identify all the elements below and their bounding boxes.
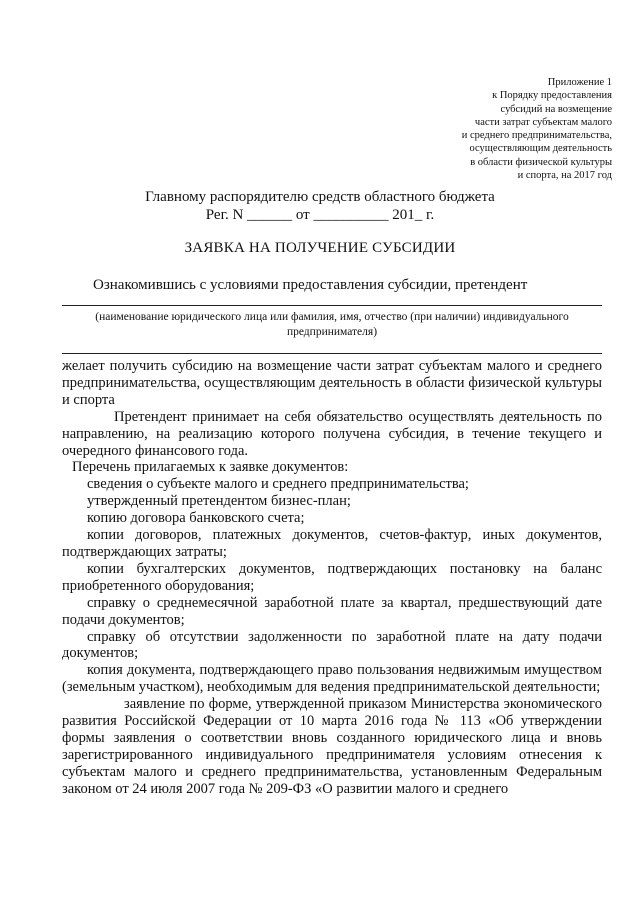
document-title: ЗАЯВКА НА ПОЛУЧЕНИЕ СУБСИДИИ — [184, 240, 456, 256]
appendix-line: части затрат субъектам малого — [474, 116, 612, 128]
list-item: копии бухгалтерских документов, подтверждающих постановку на баланс приобретенного оборудования; — [62, 560, 602, 594]
appendix-line: субсидий на возмещение — [500, 103, 612, 115]
addressee-line: Главному распорядителю средств областного бюджета — [145, 189, 495, 205]
appendix-line: в области физической культуры — [470, 156, 612, 168]
list-item: заявление по форме, утвержденной приказом Министерства экономического развития Российской Федерации от 10 марта 2016 года № 113 «Об утверждении формы заявления о соответствии вновь созданного юридического лица и вновь зарегистрированного индивидуального предпринимателя условиям отнесения к субъектам малого и среднего предпринимательства, установленным Федеральным законом от 24 июля 2007 года № 209-ФЗ «О развитии малого и среднего — [62, 696, 602, 797]
list-item: сведения о субъекте малого и среднего предпринимательства; — [87, 476, 469, 493]
paragraph: Претендент принимает на себя обязательство осуществлять деятельность по направлению, на реализацию которого получена субсидия, в течение текущего и очередного финансового года. — [62, 408, 602, 459]
list-item: утвержденный претендентом бизнес-план; — [87, 493, 351, 510]
field-hint: (наименование юридического лица или фамилия, имя, отчество (при наличии) индивидуального предпринимателя) — [95, 311, 569, 338]
appendix-line: к Порядку предоставления — [492, 90, 612, 102]
registration-line: Рег. N ______ от __________ 201_ г. — [205, 207, 435, 223]
lead-sentence: Ознакомившись с условиями предоставления субсидии, претендент — [93, 277, 528, 293]
appendix-note — [412, 76, 612, 182]
appendix-line: осуществляющим деятельность — [469, 143, 612, 155]
document-body — [62, 358, 602, 798]
list-item: справку о среднемесячной заработной плате за квартал, предшествующий дате подачи документов; — [62, 594, 602, 628]
paragraph: Перечень прилагаемых к заявке документов: — [72, 459, 349, 476]
appendix-line: и спорта, на 2017 год — [517, 170, 612, 182]
list-item: копию договора банковского счета; — [87, 510, 305, 527]
list-item: копия документа, подтверждающего право пользования недвижимым имуществом (земельным участком), необходимым для ведения предпринимательской деятельности; — [62, 662, 602, 696]
list-item: копии договоров, платежных документов, счетов-фактур, иных документов, подтверждающих затраты; — [62, 527, 602, 560]
appendix-line: Приложение 1 — [547, 77, 612, 88]
addressee-block — [0, 188, 640, 224]
applicant-name-line-2 — [62, 353, 602, 354]
paragraph: желает получить субсидию на возмещение части затрат субъектам малого и среднего предпринимательства, осуществляющим деятельность в области физической культуры и спорта — [62, 358, 602, 408]
appendix-line: и среднего предпринимательства, — [461, 130, 612, 142]
applicant-name-line — [62, 305, 602, 306]
list-item: справку об отсутствии задолженности по заработной плате на дату подачи документов; — [62, 628, 602, 662]
